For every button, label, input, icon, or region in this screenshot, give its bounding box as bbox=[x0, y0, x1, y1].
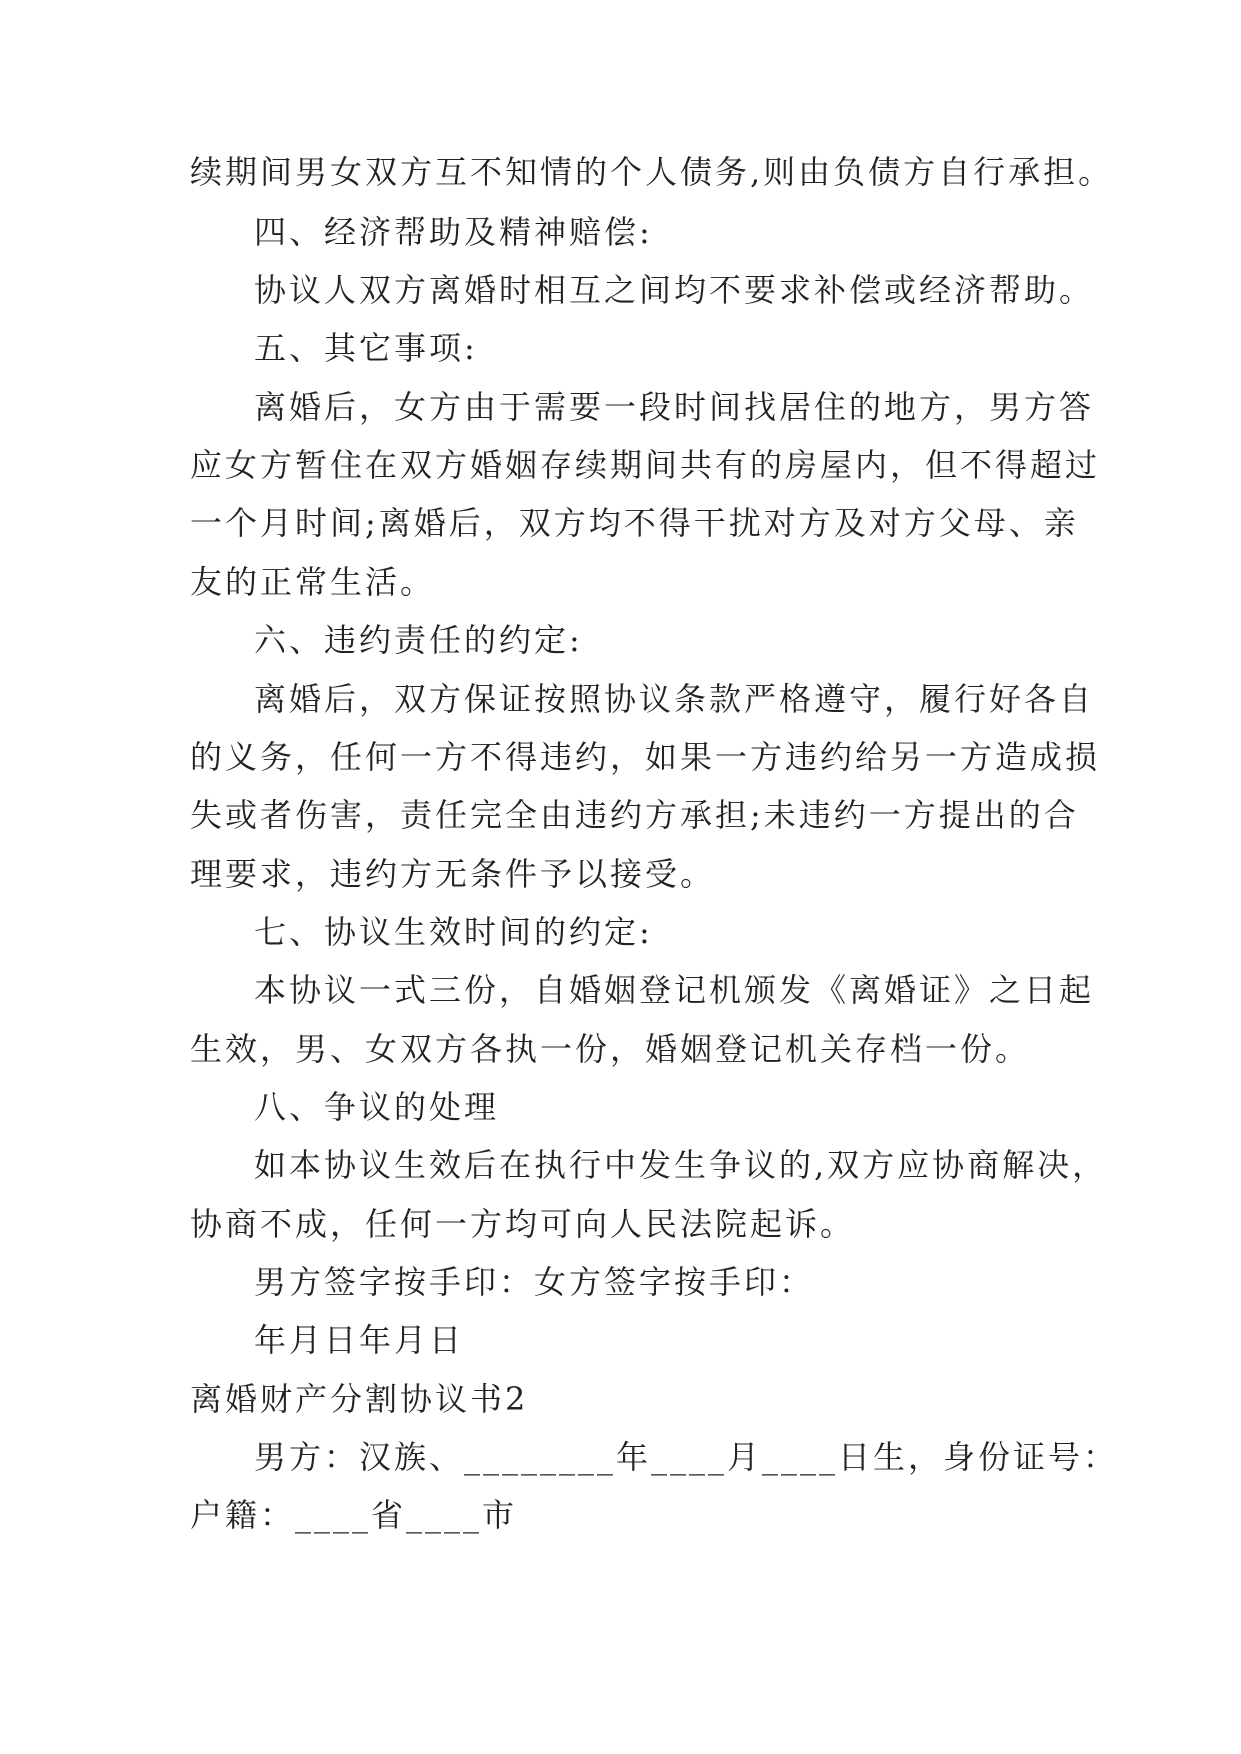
section-heading-other-matters: 五、其它事项: bbox=[254, 329, 478, 367]
document-title-2: 离婚财产分割协议书2 bbox=[190, 1380, 529, 1418]
text-line-other-2: 应女方暂住在双方婚姻存续期间共有的房屋内，但不得超过 bbox=[190, 446, 1101, 484]
text-line-breach-4: 理要求，违约方无条件予以接受。 bbox=[190, 855, 716, 893]
section-heading-effective-time: 七、协议生效时间的约定: bbox=[254, 913, 653, 951]
text-line-breach-3: 失或者伤害，责任完全由违约方承担;未违约一方提出的合 bbox=[190, 796, 1079, 834]
text-line-household-registration: 户籍：____省____市 bbox=[190, 1496, 518, 1534]
text-line-breach-1: 离婚后，双方保证按照协议条款严格遵守，履行好各自 bbox=[254, 680, 1095, 718]
text-line-breach-2: 的义务，任何一方不得违约，如果一方违约给另一方造成损 bbox=[190, 738, 1101, 776]
text-line-disputes-1: 如本协议生效后在执行中发生争议的,双方应协商解决， bbox=[254, 1146, 1108, 1184]
date-line: 年月日年月日 bbox=[254, 1321, 465, 1359]
section-heading-disputes: 八、争议的处理 bbox=[254, 1088, 500, 1126]
text-line-debt-clause: 续期间男女双方互不知情的个人债务,则由负债方自行承担。 bbox=[190, 153, 1114, 191]
text-line-male-info: 男方：汉族、________年____月____日生，身份证号： bbox=[254, 1438, 1119, 1476]
text-line-effective-2: 生效，男、女双方各执一份，婚姻登记机关存档一份。 bbox=[190, 1030, 1031, 1068]
section-heading-breach: 六、违约责任的约定: bbox=[254, 621, 583, 659]
section-heading-economic-aid: 四、经济帮助及精神赔偿: bbox=[254, 213, 653, 251]
text-line-other-3: 一个月时间;离婚后，双方均不得干扰对方及对方父母、亲 bbox=[190, 504, 1079, 542]
text-line-other-4: 友的正常生活。 bbox=[190, 563, 436, 601]
text-line-no-compensation: 协议人双方离婚时相互之间均不要求补偿或经济帮助。 bbox=[254, 271, 1095, 309]
text-line-disputes-2: 协商不成，任何一方均可向人民法院起诉。 bbox=[190, 1205, 856, 1243]
text-line-effective-1: 本协议一式三份，自婚姻登记机颁发《离婚证》之日起 bbox=[254, 971, 1095, 1009]
signature-line: 男方签字按手印：女方签字按手印： bbox=[254, 1263, 815, 1301]
text-line-other-1: 离婚后，女方由于需要一段时间找居住的地方，男方答 bbox=[254, 388, 1095, 426]
